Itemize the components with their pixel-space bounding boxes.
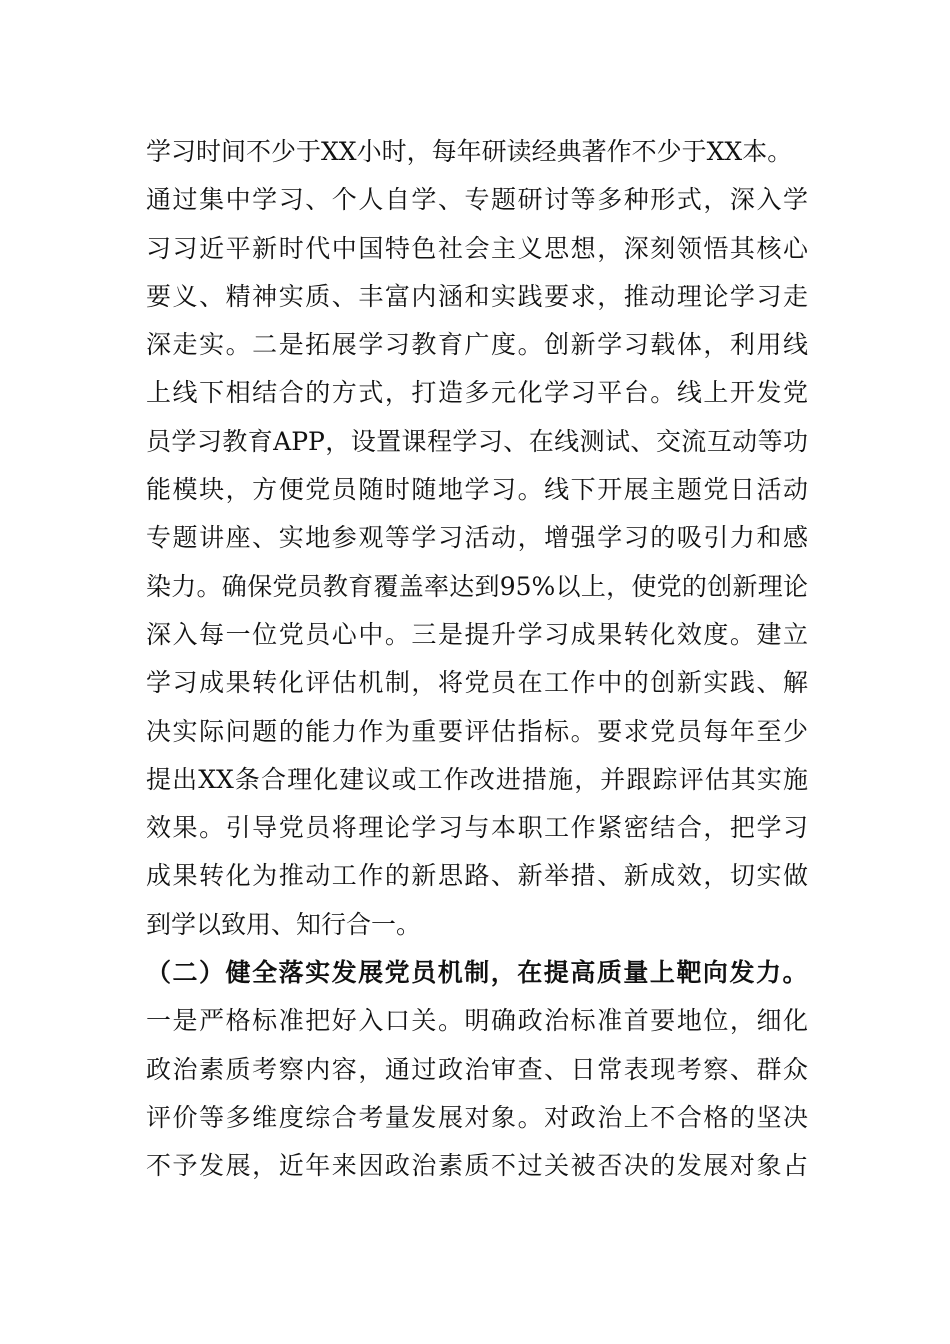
paragraph-line: 深走实。二是拓展学习教育广度。创新学习载体，利用线: [146, 330, 808, 360]
paragraph-line: 不予发展，近年来因政治素质不过关被否决的发展对象占: [146, 1151, 808, 1181]
paragraph-line: 政治素质考察内容，通过政治审查、日常表现考察、群众: [146, 1054, 808, 1084]
section-heading: （二）健全落实发展党员机制，在提高质量上靶向发力。: [146, 958, 808, 988]
paragraph-line: 员学习教育APP，设置课程学习、在线测试、交流互动等功: [146, 426, 808, 456]
paragraph-line: 一是严格标准把好入口关。明确政治标准首要地位，细化: [146, 1006, 808, 1036]
paragraph-line: 要义、精神实质、丰富内涵和实践要求，推动理论学习走: [146, 281, 808, 311]
paragraph-line: 染力。确保党员教育覆盖率达到95%以上，使党的创新理论: [146, 571, 808, 601]
paragraph-line: 通过集中学习、个人自学、专题研讨等多种形式，深入学: [146, 185, 808, 215]
paragraph-line: 能模块，方便党员随时随地学习。线下开展主题党日活动: [146, 475, 808, 505]
paragraph-line: 成果转化为推动工作的新思路、新举措、新成效，切实做: [146, 861, 808, 891]
paragraph-line: 决实际问题的能力作为重要评估指标。要求党员每年至少: [146, 716, 808, 746]
paragraph-line: 学习时间不少于XX小时，每年研读经典著作不少于XX本。: [146, 137, 793, 166]
paragraph-line: 深入每一位党员心中。三是提升学习成果转化效度。建立: [146, 619, 808, 649]
paragraph-line: 专题讲座、实地参观等学习活动，增强学习的吸引力和感: [146, 523, 808, 553]
paragraph-line: 评价等多维度综合考量发展对象。对政治上不合格的坚决: [146, 1102, 808, 1132]
paragraph-line: 到学以致用、知行合一。: [146, 909, 422, 939]
paragraph-line: 提出XX条合理化建议或工作改进措施，并跟踪评估其实施: [146, 764, 808, 794]
paragraph-line: 效果。引导党员将理论学习与本职工作紧密结合，把学习: [146, 813, 808, 843]
document-body: [146, 128, 808, 1191]
paragraph-line: 习习近平新时代中国特色社会主义思想，深刻领悟其核心: [146, 233, 808, 263]
paragraph-line: 学习成果转化评估机制，将党员在工作中的创新实践、解: [146, 668, 808, 698]
paragraph-line: 上线下相结合的方式，打造多元化学习平台。线上开发党: [146, 378, 808, 408]
